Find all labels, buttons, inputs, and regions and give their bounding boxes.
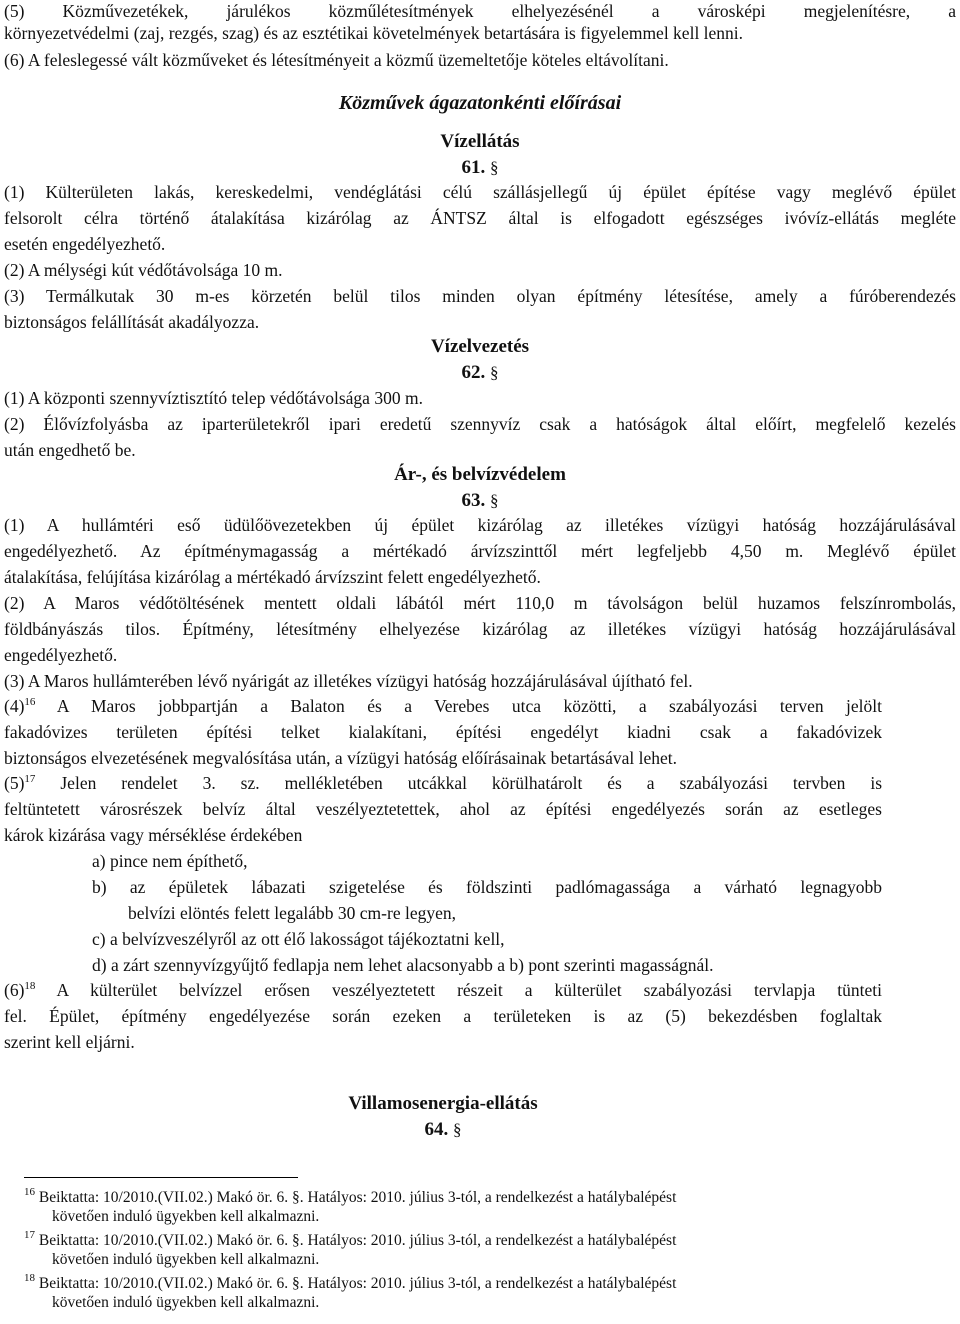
paragraph-line: feltüntetett városrészek belvíz által veszélyeztetettek, ahol az építési engedélyezés során az esetleges bbox=[4, 799, 882, 819]
paragraph-line: (2) Élővízfolyásba az iparterületekről ipari eredetű szennyvíz csak a hatóságok által előírt, megfelelő kezelés bbox=[4, 414, 956, 434]
paragraph-line: átalakítása, felújítása kizárólag a mértékadó árvízszint felett engedélyezhető. bbox=[4, 567, 541, 587]
paragraph-number: 64. § bbox=[424, 1119, 462, 1140]
paragraph-line: esetén engedélyezhető. bbox=[4, 234, 166, 254]
list-item: d) a zárt szennyvízgyűjtő fedlapja nem lehet alacsonyabb a b) pont szerinti magasságnál. bbox=[92, 955, 714, 975]
footnote-ref[interactable]: 18 bbox=[24, 980, 36, 992]
paragraph-line: (1) A hullámtéri eső üdülőövezetekben új épület kizárólag az illetékes vízügyi hatóság hozzájárulásával bbox=[4, 515, 956, 535]
subsection-heading: Villamosenergia-ellátás bbox=[348, 1093, 538, 1114]
paragraph-line: (1) Külterületen lakás, kereskedelmi, vendéglátási célú szállásjellegű új épület építése vagy meglévő épület bbox=[4, 182, 956, 202]
paragraph-line: (6) A feleslegessé vált közműveket és létesítményeit a közmű üzemeltetője köteles eltávolítani. bbox=[4, 50, 669, 70]
paragraph-line: károk kizárása vagy mérséklése érdekében bbox=[4, 825, 303, 845]
paragraph-line: (2) A Maros védőtöltésének mentett oldali lábától mért 110,0 m távolságon belül huzamos felszínrombolás, bbox=[4, 593, 956, 613]
subsection-heading: Ár-, és belvízvédelem bbox=[394, 464, 566, 485]
footnote: követően induló ügyekben kell alkalmazni. bbox=[52, 1294, 320, 1311]
paragraph-line: engedélyezhető. bbox=[4, 645, 118, 665]
footnote-separator bbox=[24, 1177, 298, 1178]
paragraph-line: (3) Termálkutak 30 m-es körzetén belül tilos minden olyan építmény létesítése, amely a fúróberendezés bbox=[4, 286, 956, 306]
list-item: c) a belvízveszélyről az ott élő lakosságot tájékoztatni kell, bbox=[92, 929, 505, 949]
paragraph-line: (2) A mélységi kút védőtávolsága 10 m. bbox=[4, 260, 283, 280]
paragraph-line: felsorolt célra történő átalakítása kizárólag az ÁNTSZ által is elfogadott egészséges ivóvíz-ellátás megléte bbox=[4, 208, 956, 228]
paragraph-line: biztonságos felállítását akadályozza. bbox=[4, 312, 260, 332]
footnote: $^{18}$ Beiktatta: 10/2010.(VII.02.) Makó ör. 6. §. Hatályos: 2010. július 3-tól, a rendelkezést a hatálybalépést bbox=[24, 1272, 677, 1292]
section-heading: Közművek ágazatonkénti előírásai bbox=[338, 92, 622, 114]
paragraph-line: (1) A központi szennyvíztisztító telep védőtávolsága 300 m. bbox=[4, 388, 423, 408]
footnote: követően induló ügyekben kell alkalmazni. bbox=[52, 1251, 320, 1268]
paragraph-line: $(5)^{17}$ Jelen rendelet 3. sz. mellékletében utcákkal körülhatárolt és a szabályozási tervben is bbox=[4, 773, 883, 793]
paragraph-line: $(6)^{18}$ A külterület belvízzel erősen veszélyeztetett részeit a külterület szabályozási tervlapja tünteti bbox=[4, 980, 882, 1000]
list-item: a) pince nem építhető, bbox=[92, 851, 248, 871]
paragraph-line: fakadóvizes területen építési telket kialakítani, építési engedélyt kiadni csak a fakadóvizek bbox=[4, 722, 882, 742]
paragraph-line: fel. Épület, építmény engedélyezése során ezeken a területeken is az (5) bekezdésben foglaltak bbox=[4, 1006, 882, 1026]
paragraph-line: után engedhető be. bbox=[4, 440, 136, 460]
footnote: $^{17}$ Beiktatta: 10/2010.(VII.02.) Makó ör. 6. §. Hatályos: 2010. július 3-tól, a rendelkezést a hatálybalépést bbox=[24, 1229, 677, 1249]
paragraph-line: biztonságos elvezetésének megvalósítása után, a vízügyi hatóság előírásainak betartásával lehet. bbox=[4, 748, 678, 768]
subsection-heading: Vízellátás bbox=[440, 131, 520, 152]
list-item: b) az épületek lábazati szigetelése és földszinti padlómagassága a várható legnagyobb bbox=[92, 877, 882, 897]
paragraph-line: $(4)^{16}$ A Maros jobbpartján a Balaton és a Verebes utca közötti, a szabályozási terven jelölt bbox=[4, 696, 882, 716]
subsection-heading: Vízelvezetés bbox=[430, 336, 530, 357]
list-item: belvízi elöntés felett legalább 30 cm-re legyen, bbox=[128, 903, 456, 923]
footnote-ref[interactable]: 16 bbox=[24, 696, 36, 708]
paragraph-line: engedélyezhető. Az építménymagasság a mértékadó árvízszinttől mért legfeljebb 4,50 m. Meglévő épület bbox=[4, 541, 956, 561]
paragraph-number: 61. § bbox=[461, 157, 499, 178]
footnote-ref[interactable]: 17 bbox=[24, 773, 36, 785]
paragraph-number: 63. § bbox=[461, 490, 499, 511]
paragraph-line: földbányászás tilos. Építmény, létesítmény elhelyezése kizárólag az illetékes vízügyi hatóság hozzájárulásával bbox=[4, 619, 956, 639]
paragraph-number: 62. § bbox=[461, 362, 499, 383]
paragraph-line: környezetvédelmi (zaj, rezgés, szag) és az esztétikai követelmények betartására is figyelemmel kell lenni. bbox=[4, 23, 744, 43]
paragraph-line: szerint kell eljárni. bbox=[4, 1032, 135, 1052]
paragraph-line: (3) A Maros hullámterében lévő nyárigát az illetékes vízügyi hatóság hozzájárulásával újítható fel. bbox=[4, 671, 693, 691]
footnote: $^{16}$ Beiktatta: 10/2010.(VII.02.) Makó ör. 6. §. Hatályos: 2010. július 3-tól, a rendelkezést a hatálybalépést bbox=[24, 1186, 677, 1206]
footnote: követően induló ügyekben kell alkalmazni. bbox=[52, 1208, 320, 1225]
paragraph-line: (5) Közművezetékek, járulékos közműlétesítmények elhelyezésénél a városképi megjelenítésre, a bbox=[4, 1, 956, 21]
